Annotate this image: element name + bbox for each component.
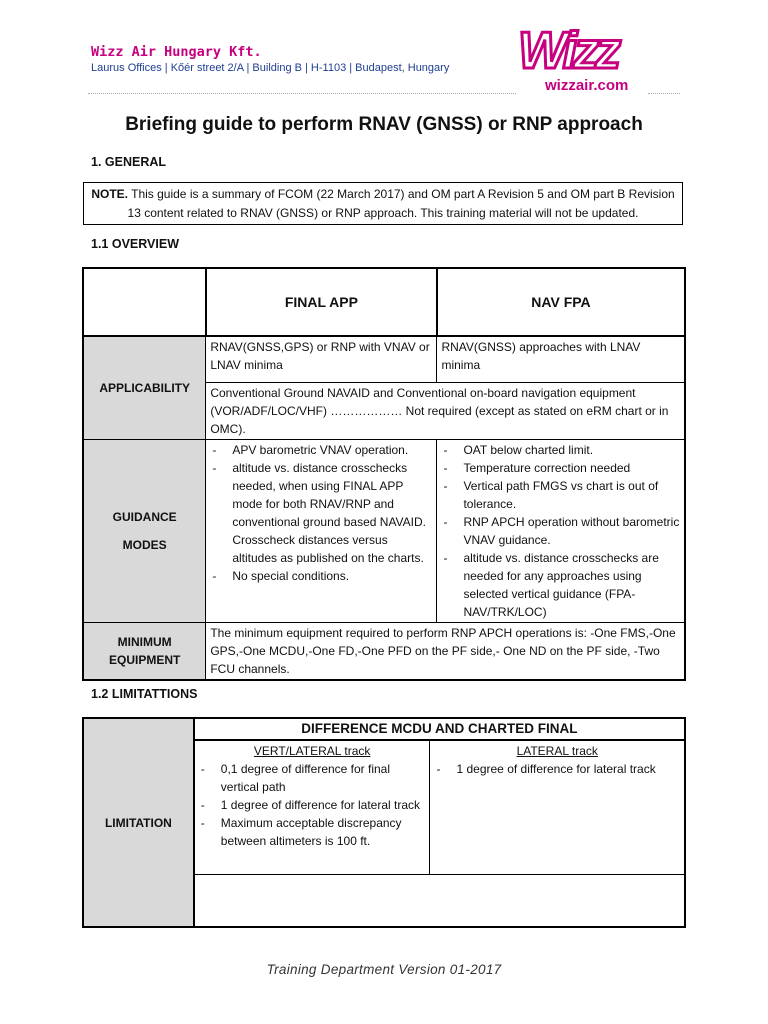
wizz-logo-text: Wizz [518, 22, 618, 74]
limitations-empty-cell [194, 874, 685, 927]
applicability-label: APPLICABILITY [83, 336, 206, 439]
lateral-cell [430, 740, 685, 874]
guidance-nav-item: - Temperature correction needed [441, 459, 680, 477]
note-box [83, 182, 683, 225]
vert-lateral-item: - 1 degree of difference for lateral track [199, 796, 426, 814]
vert-lateral-cell [194, 740, 430, 874]
guidance-final-item: - No special conditions. [210, 567, 432, 585]
guidance-nav-item: - RNP APCH operation without barometric VNAV guidance. [441, 513, 680, 549]
guidance-nav-fpa [437, 439, 685, 622]
limitation-label: LIMITATION [83, 718, 194, 927]
applicability-nav-fpa: RNAV(GNSS) approaches with LNAV minima [437, 336, 685, 382]
overview-corner-cell [83, 268, 206, 336]
min-equipment-line2: EQUIPMENT [108, 652, 181, 667]
difference-title: DIFFERENCE MCDU AND CHARTED FINAL [194, 718, 685, 740]
guidance-nav-item: - Vertical path FMGS vs chart is out of tolerance. [441, 477, 680, 513]
lateral-item: - 1 degree of difference for lateral track [434, 760, 680, 778]
wizz-logo [514, 22, 646, 74]
note-text: This guide is a summary of FCOM (22 March 2017) and OM part A Revision 5 and OM part B Revision 13 content related to RNAV (GNSS) or RNP approach. This training material will not be updated. [127, 187, 675, 220]
company-name: Wizz Air Hungary Kft. [91, 44, 262, 60]
vert-lateral-item: - Maximum acceptable discrepancy between altimeters is 100 ft. [199, 814, 426, 850]
min-equipment-label [83, 622, 206, 680]
section-general-heading: 1. GENERAL [91, 155, 167, 169]
applicability-conventional: Conventional Ground NAVAID and Conventional on-board navigation equipment (VOR/ADF/LOC/VHF) ……………… Not required (except as stated on eRM chart or in OMC). [206, 382, 685, 439]
col-nav-fpa: NAV FPA [437, 268, 685, 336]
applicability-final-app: RNAV(GNSS,GPS) or RNP with VNAV or LNAV minima [206, 336, 437, 382]
note-label: NOTE. [91, 187, 128, 201]
guidance-nav-item: - altitude vs. distance crosschecks are needed for any approaches using selected vertical guidance (FPA-NAV/TRK/LOC) [441, 549, 680, 621]
col-final-app: FINAL APP [206, 268, 437, 336]
min-equipment-text: The minimum equipment required to perform RNP APCH operations is: -One FMS,-One GPS,-One MCDU,-One FD,-One PFD on the PF side,- One ND on the PF side, -Two FCU channels. [206, 622, 685, 680]
document-title: Briefing guide to perform RNAV (GNSS) or RNP approach [125, 114, 643, 135]
overview-table [82, 267, 686, 681]
section-limitations-heading: 1.2 LIMITATTIONS [91, 687, 198, 701]
lateral-header: LATERAL track [516, 744, 598, 758]
guidance-modes-label [83, 439, 206, 622]
logo-url: wizzair.com [545, 77, 629, 94]
guidance-nav-item: - OAT below charted limit. [441, 441, 680, 459]
vert-lateral-header: VERT/LATERAL track [253, 744, 371, 758]
header-divider [88, 93, 516, 94]
company-address: Laurus Offices | Kőér street 2/A | Building B | H-1103 | Budapest, Hungary [91, 62, 450, 74]
limitations-table [82, 717, 686, 928]
min-equipment-line1: MINIMUM [117, 634, 172, 649]
footer-version: Training Department Version 01-2017 [266, 962, 502, 977]
guidance-final-item: - APV barometric VNAV operation. [210, 441, 432, 459]
vert-lateral-item: - 0,1 degree of difference for final vertical path [199, 760, 426, 796]
header-divider-right [648, 93, 680, 94]
guidance-final-app [206, 439, 437, 622]
section-overview-heading: 1.1 OVERVIEW [91, 237, 179, 251]
guidance-final-item: - altitude vs. distance crosschecks needed, when using FINAL APP mode for both RNAV/RNP and conventional ground based NAVAID. Crosscheck distances versus altitudes as published on the charts. [210, 459, 432, 567]
guidance-label-line1: GUIDANCE [112, 509, 177, 524]
guidance-label-line2: MODES [122, 537, 167, 552]
